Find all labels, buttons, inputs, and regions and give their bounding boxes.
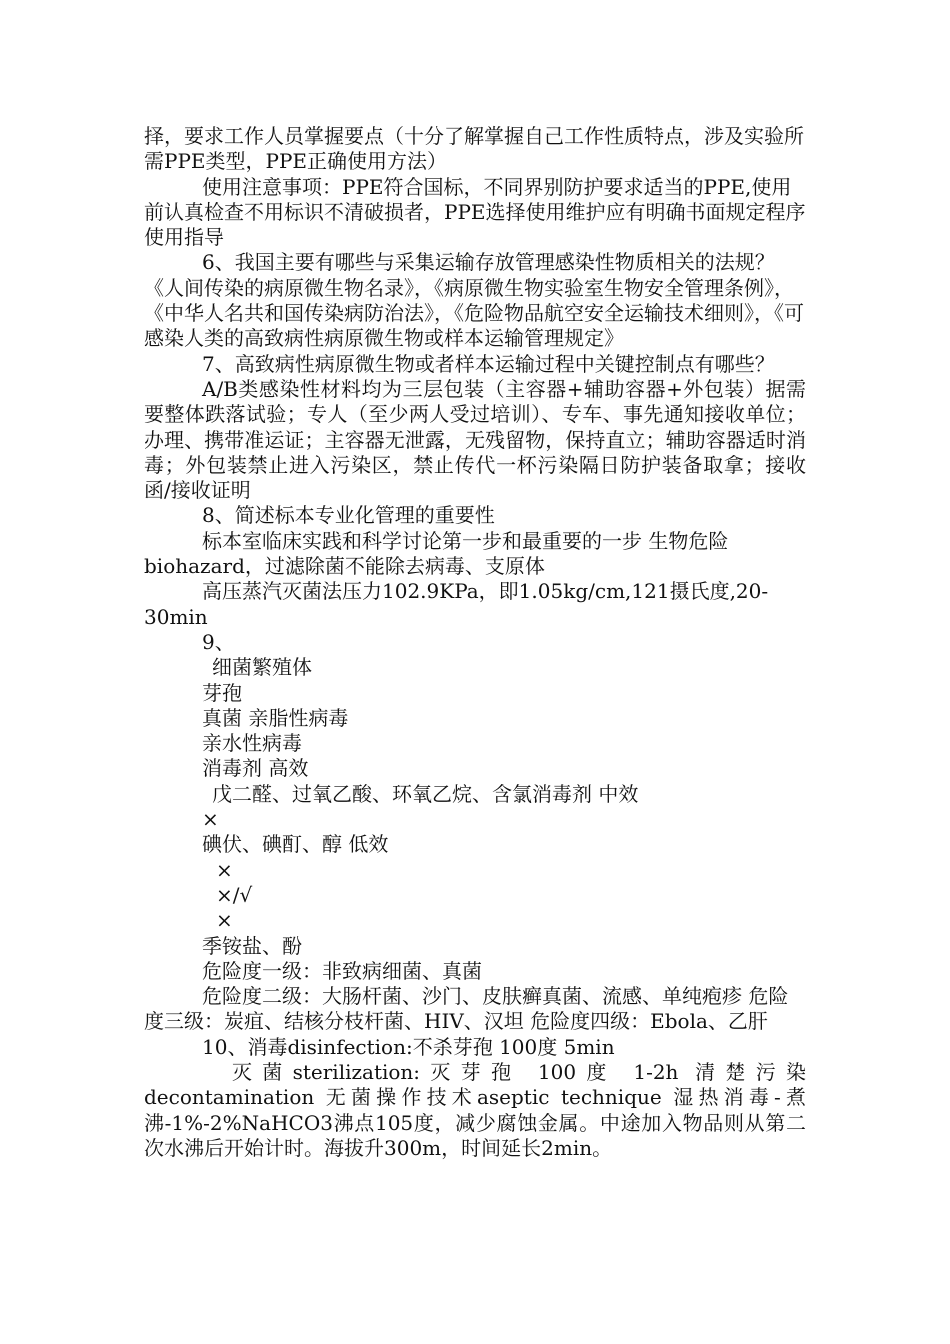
paragraph-ppe-usage: 使用注意事项：PPE符合国标，不同界别防护要求适当的PPE,使用前认真检查不用标识不清破损者，PPE选择使用维护应有明确书面规定程序使用指导 bbox=[144, 174, 806, 250]
list-item: × bbox=[202, 807, 219, 832]
paragraph-q7-answer: A/B类感染性材料均为三层包装（主容器+辅助容器+外包装）据需要整体跌落试验；专人（至少两人受过培训）、专车、事先通知接收单位；办理、携带准运证；主容器无泄露，无残留物，保持直立；辅助容器适时消毒；外包装禁止进入污染区，禁止传代一杯污染隔日防护装备取拿；接收函/接收证明 bbox=[144, 376, 806, 503]
list-item: 季铵盐、酚 bbox=[202, 933, 302, 958]
paragraph-q7-question: 7、高致病性病原微生物或者样本运输过程中关键控制点有哪些？ bbox=[202, 351, 775, 376]
list-item: 戊二醛、过氧乙酸、环氧乙烷、含氯消毒剂 中效 bbox=[212, 781, 639, 806]
paragraph-q8-answer: 标本室临床实践和科学讨论第一步和最重要的一步 生物危险biohazard，过滤除菌不能除去病毒、支原体 bbox=[144, 528, 729, 579]
list-item: 消毒剂 高效 bbox=[202, 756, 309, 781]
list-item: 碘伏、碘酊、醇 低效 bbox=[202, 832, 389, 857]
list-item: ×/√ bbox=[216, 882, 253, 907]
list-item: 芽孢 bbox=[202, 680, 242, 705]
list-item: 细菌繁殖体 bbox=[212, 655, 312, 680]
list-item: 亲水性病毒 bbox=[202, 731, 302, 756]
paragraph-q10-disinfection: 10、消毒disinfection:不杀芽孢 100度 5min bbox=[202, 1034, 615, 1059]
list-item: 真菌 亲脂性病毒 bbox=[202, 705, 349, 730]
list-item: × bbox=[216, 857, 233, 882]
q9-heading: 9、 bbox=[202, 629, 235, 654]
list-item: × bbox=[216, 908, 233, 933]
risk-level-1: 危险度一级：非致病细菌、真菌 bbox=[202, 958, 482, 983]
paragraph-q8-question: 8、简述标本专业化管理的重要性 bbox=[202, 503, 495, 528]
paragraph-q6-regulations: 6、我国主要有哪些与采集运输存放管理感染性物质相关的法规？ 《人间传染的病原微生物名录》，《病原微生物实验室生物安全管理条例》，《中华人名共和国传染病防治法》，《危险物品航空安全运输技术细则》，《可感染人类的高致病性病原微生物或样本运输管理规定》 bbox=[144, 250, 804, 351]
paragraph-ppe-selection: 择，要求工作人员掌握要点（十分了解掌握自己工作性质特点，涉及实验所需PPE类型，PPE正确使用方法） bbox=[144, 124, 804, 174]
paragraph-q10-sterilization: 灭菌sterilization:灭芽孢 100度 1-2h 清楚污染decontamination 无菌操作技术aseptic technique 湿热消毒-煮沸-1%-2%NaHCO3沸点105度，减少腐蚀金属。中途加入物品则从第二次水沸后开始计时。海拔升300m，时间延长2min。 bbox=[144, 1059, 806, 1160]
document-body bbox=[144, 124, 806, 1161]
paragraph-risk-levels: 危险度二级：大肠杆菌、沙门、皮肤癣真菌、流感、单纯疱疹 危险度三级：炭疽、结核分枝杆菌、HIV、汉坦 危险度四级：Ebola、乙肝 bbox=[144, 984, 789, 1034]
paragraph-autoclave: 高压蒸汽灭菌法压力102.9KPa，即1.05kg/cm,121摄氏度,20-30min bbox=[144, 579, 769, 629]
